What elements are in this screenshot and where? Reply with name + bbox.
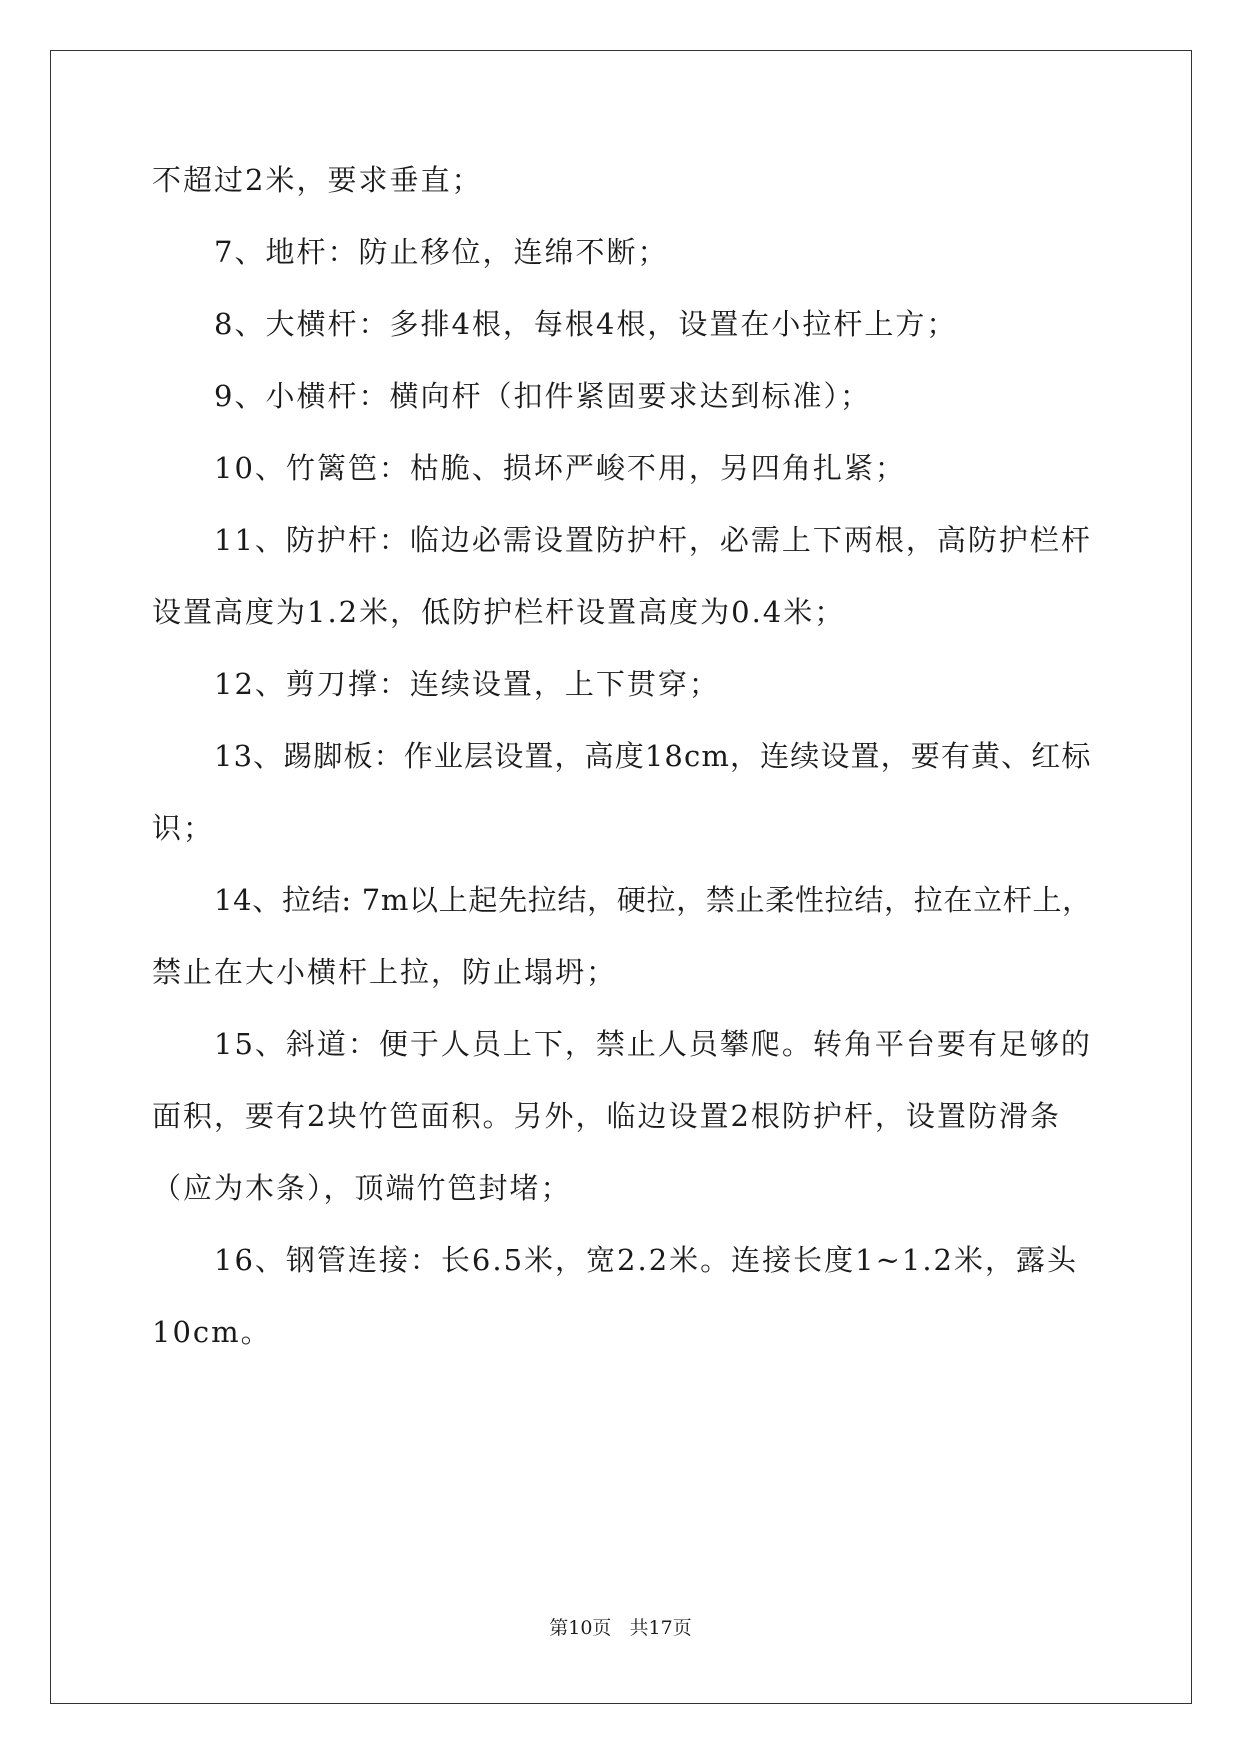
text-line: （应为木条），顶端竹笆封堵； <box>152 1171 572 1205</box>
list-item-13: 13、踢脚板：作业层设置，高度18cm，连续设置，要有黄、红标 <box>214 739 1092 773</box>
list-item-16: 16、钢管连接：长6.5米，宽2.2米。连接长度1~1.2米，露头 <box>214 1243 1079 1277</box>
text-line: 面积，要有2块竹笆面积。另外，临边设置2根防护杆，设置防滑条 <box>152 1099 1061 1133</box>
page-border <box>50 50 1192 1704</box>
text-line: 设置高度为1.2米，低防护栏杆设置高度为0.4米； <box>152 595 846 629</box>
list-item-14: 14、拉结: 7m以上起先拉结，硬拉，禁止柔性拉结，拉在立杆上， <box>214 883 1092 917</box>
text-line: 不超过2米，要求垂直； <box>152 163 483 197</box>
text-line: 识； <box>152 811 215 845</box>
list-item-9: 9、小横杆：横向杆（扣件紧固要求达到标准）； <box>214 379 871 413</box>
list-item-15: 15、斜道：便于人员上下，禁止人员攀爬。转角平台要有足够的 <box>214 1027 1092 1061</box>
text-line: 禁止在大小横杆上拉，防止塌坍； <box>152 955 618 989</box>
list-item-12: 12、剪刀撑：连续设置，上下贯穿； <box>214 667 720 701</box>
list-item-10: 10、竹篱笆：枯脆、损坏严峻不用，另四角扎紧； <box>214 451 906 485</box>
list-item-7: 7、地杆：防止移位，连绵不断； <box>214 235 669 269</box>
page-footer: 第10页 共17页 <box>549 1617 692 1639</box>
list-item-8: 8、大横杆：多排4根，每根4根，设置在小拉杆上方； <box>214 307 958 341</box>
list-item-11: 11、防护杆：临边必需设置防护杆，必需上下两根，高防护栏杆 <box>214 523 1092 557</box>
text-line: 10cm。 <box>152 1315 272 1349</box>
